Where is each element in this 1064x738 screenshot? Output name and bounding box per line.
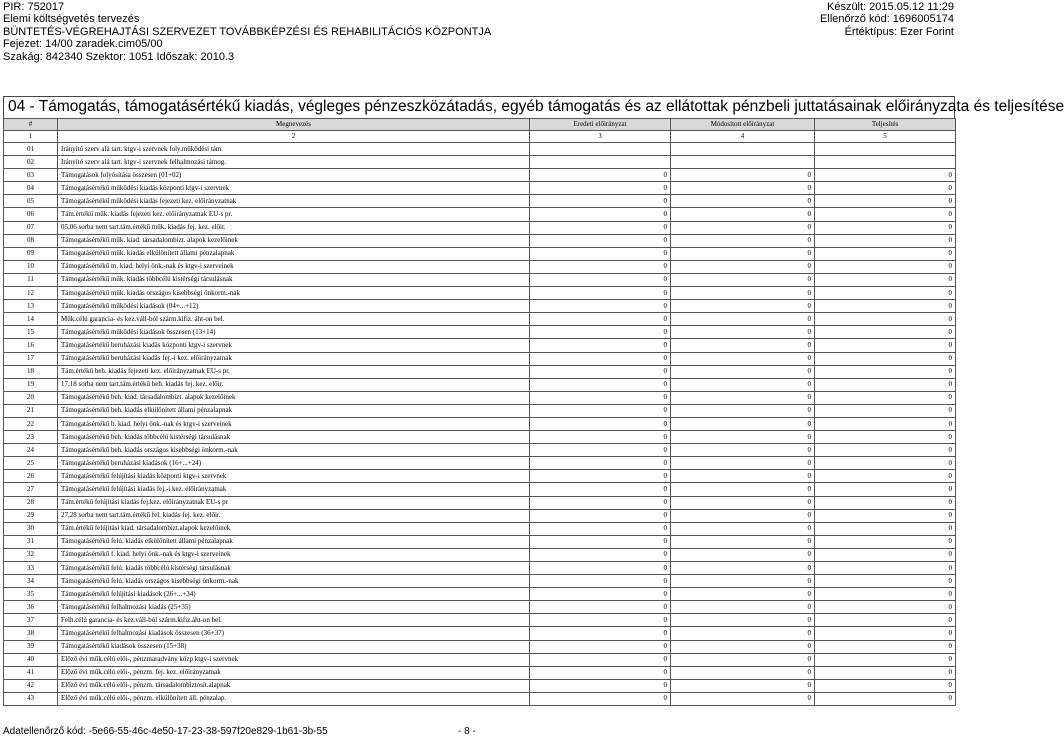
table-row (4, 548, 956, 561)
table-row (4, 273, 956, 286)
table-row (4, 640, 956, 653)
modified-appropriation: 0 (671, 679, 815, 692)
created-timestamp: Készült: 2015.05.12 11:29 (826, 1, 954, 13)
original-appropriation: 0 (530, 404, 671, 417)
row-label: 27,28 sorba nem tart.tám.értékű fel. kiadás fej. kez. előir. (58, 509, 530, 522)
row-number: 22 (4, 417, 58, 430)
fulfilment: 0 (815, 588, 956, 601)
table-row (4, 378, 956, 391)
table-row (4, 562, 956, 575)
fulfilment: 0 (815, 365, 956, 378)
column-index-row (4, 131, 956, 143)
modified-appropriation: 0 (671, 496, 815, 509)
table-row (4, 287, 956, 300)
modified-appropriation: 0 (671, 417, 815, 430)
row-label: Irányító szerv alá tart. ktgv-i szervnek foly.működési tám. (58, 143, 530, 156)
fulfilment: 0 (815, 339, 956, 352)
row-number: 23 (4, 431, 58, 444)
fulfilment: 0 (815, 562, 956, 575)
table-row (4, 247, 956, 260)
modified-appropriation: 0 (671, 548, 815, 561)
fulfilment: 0 (815, 195, 956, 208)
original-appropriation: 0 (530, 221, 671, 234)
row-number: 31 (4, 535, 58, 548)
row-number: 12 (4, 287, 58, 300)
original-appropriation: 0 (530, 496, 671, 509)
table-row (4, 588, 956, 601)
row-label: Támogatásértékű műk. kiadás országos kisebbségi önkorm.-nak (58, 287, 530, 300)
original-appropriation: 0 (530, 391, 671, 404)
fulfilment: 0 (815, 378, 956, 391)
fulfilment: 0 (815, 417, 956, 430)
original-appropriation: 0 (530, 352, 671, 365)
row-label: Támogatásértékű felú. kiadás országos kisebbségi önkorm.-nak (58, 575, 530, 588)
row-number: 36 (4, 601, 58, 614)
row-number: 21 (4, 404, 58, 417)
row-label: Támogatások folyósítása összesen (01+02) (58, 169, 530, 182)
row-label: Előző évi műk.célú elői-, pénzm. elkülönített áll. pénzalap. (58, 692, 530, 705)
pir-id: PIR: 752017 (3, 1, 65, 13)
fulfilment: 0 (815, 247, 956, 260)
original-appropriation: 0 (530, 444, 671, 457)
original-appropriation: 0 (530, 457, 671, 470)
row-number: 11 (4, 273, 58, 286)
row-label: 17,18 sorba nem tart.tám.értékű beh. kiadás fej. kez. előir. (58, 378, 530, 391)
modified-appropriation: 0 (671, 431, 815, 444)
original-appropriation: 0 (530, 653, 671, 666)
row-number: 20 (4, 391, 58, 404)
row-label: Támogatásértékű f. kiad. helyi önk.-nak és ktgv-i szerveinek (58, 548, 530, 561)
table-row (4, 404, 956, 417)
row-number: 10 (4, 260, 58, 273)
table-row (4, 679, 956, 692)
original-appropriation: 0 (530, 300, 671, 313)
original-appropriation: 0 (530, 509, 671, 522)
table-row (4, 653, 956, 666)
column-index: 5 (815, 131, 956, 143)
row-number: 09 (4, 247, 58, 260)
fulfilment: 0 (815, 614, 956, 627)
row-number: 08 (4, 234, 58, 247)
original-appropriation: 0 (530, 588, 671, 601)
fulfilment: 0 (815, 326, 956, 339)
table-row (4, 326, 956, 339)
table-row (4, 535, 956, 548)
fulfilment: 0 (815, 169, 956, 182)
row-label: Tám.értékű felújítási kiadás fej.kez. előirányzatnak EU-s pr (58, 496, 530, 509)
original-appropriation: 0 (530, 535, 671, 548)
original-appropriation: 0 (530, 692, 671, 705)
original-appropriation (530, 143, 671, 156)
row-number: 24 (4, 444, 58, 457)
fulfilment: 0 (815, 444, 956, 457)
modified-appropriation: 0 (671, 483, 815, 496)
row-number: 39 (4, 640, 58, 653)
fulfilment: 0 (815, 496, 956, 509)
table-row (4, 156, 956, 169)
table-row (4, 143, 956, 156)
fulfilment: 0 (815, 457, 956, 470)
fulfilment: 0 (815, 260, 956, 273)
original-appropriation: 0 (530, 234, 671, 247)
fulfilment: 0 (815, 234, 956, 247)
modified-appropriation: 0 (671, 601, 815, 614)
modified-appropriation: 0 (671, 182, 815, 195)
fulfilment: 0 (815, 692, 956, 705)
modified-appropriation: 0 (671, 692, 815, 705)
section-title: 04 - Támogatás, támogatásértékű kiadás, végleges pénzeszközátadás, egyéb támogatás és az ellátottak pénzbeli juttatásainak előirányzata és teljesítése (3, 96, 955, 118)
modified-appropriation: 0 (671, 234, 815, 247)
fulfilment: 0 (815, 666, 956, 679)
row-label: Támogatásértékű működési kiadás fejezeti kez. előirányzatnak (58, 195, 530, 208)
col-header-name: Megnevezés (58, 119, 530, 131)
fulfilment: 0 (815, 679, 956, 692)
table-row (4, 221, 956, 234)
original-appropriation: 0 (530, 417, 671, 430)
fulfilment: 0 (815, 287, 956, 300)
row-label: Támogatásértékű beh. kiadás országos kisebbségi önkorm.-nak (58, 444, 530, 457)
row-label: Támogatásértékű felhalmozási kiadás (25+35) (58, 601, 530, 614)
row-number: 15 (4, 326, 58, 339)
table-row (4, 300, 956, 313)
table-row (4, 431, 956, 444)
modified-appropriation: 0 (671, 365, 815, 378)
modified-appropriation: 0 (671, 404, 815, 417)
fulfilment: 0 (815, 548, 956, 561)
row-label: Támogatásértékű felújítási kiadás fej.-i kez. előirányzatnak (58, 483, 530, 496)
institution-name: BÜNTETÉS-VÉGREHAJTÁSI SZERVEZET TOVÁBBKÉPZÉSI ÉS REHABILITÁCIÓS KÖZPONTJA (3, 25, 492, 38)
modified-appropriation: 0 (671, 562, 815, 575)
original-appropriation: 0 (530, 313, 671, 326)
original-appropriation: 0 (530, 378, 671, 391)
table-row (4, 260, 956, 273)
chapter-info: Fejezet: 14/00 zaradek.cim05/00 (3, 38, 163, 51)
row-label: Támogatásértékű m. kiad. helyi önk.-nak és ktgv-i szerveinek (58, 260, 530, 273)
table-row (4, 457, 956, 470)
row-label: Támogatásértékű felújítási kiadások (26+...+34) (58, 588, 530, 601)
row-number: 01 (4, 143, 58, 156)
modified-appropriation: 0 (671, 457, 815, 470)
original-appropriation: 0 (530, 614, 671, 627)
row-label: Támogatásértékű felú. kiadás elkülönített állami pénzalapnak (58, 535, 530, 548)
original-appropriation: 0 (530, 575, 671, 588)
modified-appropriation: 0 (671, 653, 815, 666)
modified-appropriation: 0 (671, 339, 815, 352)
row-label: Támogatásértékű műk. kiadás többcélú kistérségi társulásnak (58, 273, 530, 286)
row-label: Támogatásértékű kiadások összesen (15+38) (58, 640, 530, 653)
fulfilment: 0 (815, 535, 956, 548)
table-row (4, 417, 956, 430)
fulfilment: 0 (815, 509, 956, 522)
row-number: 17 (4, 352, 58, 365)
modified-appropriation: 0 (671, 575, 815, 588)
modified-appropriation: 0 (671, 273, 815, 286)
row-label: Támogatásértékű felú. kiadás többcélú kistérségi társulásnak (58, 562, 530, 575)
row-label: Támogatásértékű működési kiadás központi ktgv-i szervnek (58, 182, 530, 195)
original-appropriation: 0 (530, 431, 671, 444)
fulfilment: 0 (815, 522, 956, 535)
table-row (4, 575, 956, 588)
column-index: 3 (530, 131, 671, 143)
row-number: 43 (4, 692, 58, 705)
row-label: Felh.célú garancia- és kez.váll-ból szárm.kifiz.áht-on bel. (58, 614, 530, 627)
modified-appropriation: 0 (671, 666, 815, 679)
modified-appropriation: 0 (671, 470, 815, 483)
table-row (4, 182, 956, 195)
row-number: 03 (4, 169, 58, 182)
row-number: 06 (4, 208, 58, 221)
modified-appropriation: 0 (671, 614, 815, 627)
original-appropriation: 0 (530, 562, 671, 575)
row-number: 26 (4, 470, 58, 483)
col-header-fulfilment: Teljesítés (815, 119, 956, 131)
row-label: Tám.értékű felújítási kiad. társadalombizt.alapok kezelőinek (58, 522, 530, 535)
col-header-original: Eredeti előirányzat (530, 119, 671, 131)
table-row (4, 444, 956, 457)
table-row (4, 470, 956, 483)
row-label: Előző évi műk.célú elői-, pénzm. fej. kez. előirányzatnak (58, 666, 530, 679)
row-number: 40 (4, 653, 58, 666)
row-label: Tám.értékű műk. kiadás fejezeti kez. előirányzatnak EU-s pr. (58, 208, 530, 221)
original-appropriation: 0 (530, 339, 671, 352)
fulfilment: 0 (815, 640, 956, 653)
original-appropriation: 0 (530, 522, 671, 535)
row-number: 28 (4, 496, 58, 509)
table-row (4, 614, 956, 627)
column-index: 2 (58, 131, 530, 143)
row-number: 33 (4, 562, 58, 575)
modified-appropriation: 0 (671, 535, 815, 548)
fulfilment: 0 (815, 627, 956, 640)
modified-appropriation: 0 (671, 287, 815, 300)
row-number: 07 (4, 221, 58, 234)
modified-appropriation: 0 (671, 627, 815, 640)
table-row (4, 339, 956, 352)
original-appropriation: 0 (530, 195, 671, 208)
row-label: Támogatásértékű beh. kiadás többcélú kistérségi társulásnak (58, 431, 530, 444)
row-label: Támogatásértékű működési kiadások összesen (13+14) (58, 326, 530, 339)
modified-appropriation (671, 156, 815, 169)
original-appropriation: 0 (530, 287, 671, 300)
fulfilment: 0 (815, 431, 956, 444)
row-label: 05,06 sorba nem tart.tám.értékű műk. kiadás fej. kez. előir. (58, 221, 530, 234)
row-label: Támogatásértékű műk. kiad. társadalombizt. alapok kezelőinek (58, 234, 530, 247)
table-row (4, 313, 956, 326)
modified-appropriation: 0 (671, 391, 815, 404)
row-label: Előző évi műk.célú elői-, pénzm. társadalombiztosít.alapnak (58, 679, 530, 692)
data-check-code: Adatellenőrző kód: -5e66-55-46c-4e50-17-23-38-597f20e829-1b61-3b-55 (3, 726, 328, 737)
row-number: 02 (4, 156, 58, 169)
fulfilment: 0 (815, 352, 956, 365)
original-appropriation: 0 (530, 601, 671, 614)
row-number: 37 (4, 614, 58, 627)
row-number: 25 (4, 457, 58, 470)
original-appropriation: 0 (530, 666, 671, 679)
row-number: 14 (4, 313, 58, 326)
fulfilment (815, 143, 956, 156)
row-number: 13 (4, 300, 58, 313)
row-label: Támogatásértékű beh. kiad. társadalombizt. alapok kezelőinek (58, 391, 530, 404)
original-appropriation: 0 (530, 365, 671, 378)
row-number: 32 (4, 548, 58, 561)
fulfilment: 0 (815, 601, 956, 614)
fulfilment (815, 156, 956, 169)
modified-appropriation: 0 (671, 300, 815, 313)
table-row (4, 496, 956, 509)
row-number: 35 (4, 588, 58, 601)
column-index: 4 (671, 131, 815, 143)
table-row (4, 234, 956, 247)
table-row (4, 666, 956, 679)
appropriation-table (3, 118, 956, 706)
report-header-right (820, 1, 954, 38)
table-row (4, 391, 956, 404)
row-label: Támogatásértékű felhalmozási kiadások összesen (36+37) (58, 627, 530, 640)
row-label: Műk.célú garancia- és kez.váll-ból szárm.kifiz. áht-on bel. (58, 313, 530, 326)
table-header-row (4, 119, 956, 131)
original-appropriation: 0 (530, 247, 671, 260)
row-number: 38 (4, 627, 58, 640)
fulfilment: 0 (815, 208, 956, 221)
modified-appropriation: 0 (671, 221, 815, 234)
table-row (4, 195, 956, 208)
modified-appropriation: 0 (671, 444, 815, 457)
row-number: 30 (4, 522, 58, 535)
original-appropriation: 0 (530, 260, 671, 273)
modified-appropriation: 0 (671, 588, 815, 601)
fulfilment: 0 (815, 404, 956, 417)
page-number: - 8 - (458, 726, 476, 737)
row-number: 19 (4, 378, 58, 391)
report-header-left (3, 1, 491, 63)
sector-info: Szakág: 842340 Szektor: 1051 Időszak: 2010.3 (3, 50, 235, 63)
column-index: 1 (4, 131, 58, 143)
control-code: Ellenőrző kód: 1696005174 (820, 13, 954, 26)
row-label: Támogatásértékű beh. kiadás elkülönített állami pénzalapnak (58, 404, 530, 417)
original-appropriation: 0 (530, 182, 671, 195)
modified-appropriation: 0 (671, 378, 815, 391)
original-appropriation: 0 (530, 169, 671, 182)
row-label: Támogatásértékű felújítási kiadás központi ktgv-i szervnek (58, 470, 530, 483)
row-number: 05 (4, 195, 58, 208)
fulfilment: 0 (815, 653, 956, 666)
modified-appropriation: 0 (671, 640, 815, 653)
table-row (4, 365, 956, 378)
modified-appropriation: 0 (671, 509, 815, 522)
modified-appropriation (671, 143, 815, 156)
original-appropriation: 0 (530, 470, 671, 483)
fulfilment: 0 (815, 221, 956, 234)
original-appropriation: 0 (530, 548, 671, 561)
original-appropriation: 0 (530, 208, 671, 221)
row-number: 29 (4, 509, 58, 522)
row-number: 42 (4, 679, 58, 692)
table-row (4, 509, 956, 522)
modified-appropriation: 0 (671, 352, 815, 365)
fulfilment: 0 (815, 575, 956, 588)
fulfilment: 0 (815, 470, 956, 483)
row-label: Támogatásértékű beruházási kiadás fej.-i kez. előirányzatnak (58, 352, 530, 365)
row-label: Tám.értékű beh. kiadás fejezeti kez. előirányzatnak EU-s pr. (58, 365, 530, 378)
table-row (4, 601, 956, 614)
row-number: 18 (4, 365, 58, 378)
fulfilment: 0 (815, 391, 956, 404)
table-row (4, 169, 956, 182)
table-row (4, 483, 956, 496)
col-header-number: # (4, 119, 58, 131)
fulfilment: 0 (815, 313, 956, 326)
row-number: 27 (4, 483, 58, 496)
modified-appropriation: 0 (671, 195, 815, 208)
table-row (4, 352, 956, 365)
value-type: Értéktípus: Ezer Forint (844, 25, 954, 38)
table-row (4, 522, 956, 535)
row-number: 16 (4, 339, 58, 352)
fulfilment: 0 (815, 273, 956, 286)
fulfilment: 0 (815, 300, 956, 313)
fulfilment: 0 (815, 182, 956, 195)
original-appropriation: 0 (530, 326, 671, 339)
modified-appropriation: 0 (671, 313, 815, 326)
row-label: Előző évi műk.célú elői-, pénzmaradvány közp ktgv-i szervnek (58, 653, 530, 666)
row-label: Támogatásértékű műk. kiadás elkülönített állami pénzalapnak (58, 247, 530, 260)
modified-appropriation: 0 (671, 208, 815, 221)
modified-appropriation: 0 (671, 326, 815, 339)
original-appropriation: 0 (530, 640, 671, 653)
row-label: Irányító szerv alá tart. ktgv-i szervnek felhalmozási támog. (58, 156, 530, 169)
table-row (4, 208, 956, 221)
table-row (4, 627, 956, 640)
modified-appropriation: 0 (671, 247, 815, 260)
modified-appropriation: 0 (671, 260, 815, 273)
original-appropriation: 0 (530, 679, 671, 692)
modified-appropriation: 0 (671, 522, 815, 535)
modified-appropriation: 0 (671, 169, 815, 182)
original-appropriation (530, 156, 671, 169)
original-appropriation: 0 (530, 627, 671, 640)
original-appropriation: 0 (530, 483, 671, 496)
fulfilment: 0 (815, 483, 956, 496)
row-label: Támogatásértékű beruházási kiadás központi ktgv-i szervnek (58, 339, 530, 352)
row-label: Támogatásértékű beruházási kiadások (16+...+24) (58, 457, 530, 470)
row-label: Támogatásértékű működési kiadások (04+...+12) (58, 300, 530, 313)
report-type: Elemi költségvetés tervezés (3, 13, 140, 26)
row-number: 34 (4, 575, 58, 588)
row-number: 04 (4, 182, 58, 195)
col-header-modified: Módosított előirányzat (671, 119, 815, 131)
row-number: 41 (4, 666, 58, 679)
table-row (4, 692, 956, 705)
row-label: Támogatásértékű b. kiad. helyi önk.-nak és ktgv-i szerveinek (58, 417, 530, 430)
original-appropriation: 0 (530, 273, 671, 286)
